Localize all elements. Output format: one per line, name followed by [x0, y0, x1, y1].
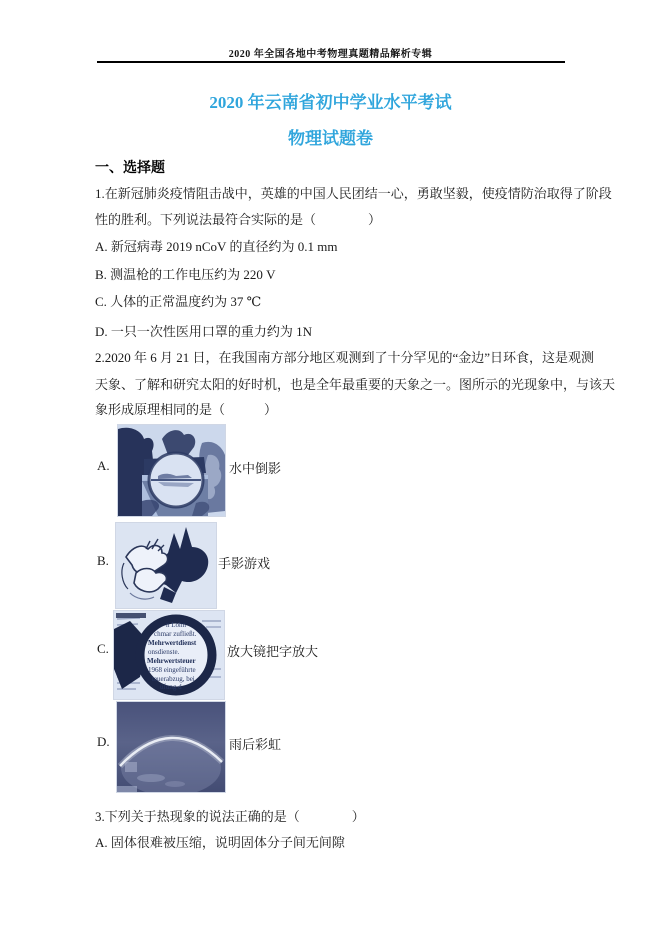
- magnifier-photo: [113, 610, 225, 700]
- bridge-reflection-photo: [117, 424, 226, 517]
- lens-text-line: teuerabzug, bei: [152, 675, 195, 683]
- question-1-line-1: 1.在新冠肺炎疫情阻击战中，英雄的中国人民团结一心，勇敢坚毅，使疫情防治取得了阶段: [95, 186, 612, 201]
- figure-c-caption: 放大镜把字放大: [227, 644, 319, 659]
- figure-a-caption: 水中倒影: [229, 461, 282, 476]
- page-header-text: 2020 年全国各地中考物理真题精品解析专辑: [228, 49, 433, 60]
- question-2-line-3: 象形成原理相同的是（ ）: [95, 402, 278, 417]
- question-3-option-a: A. 固体很难被压缩，说明固体分子间无间隙: [95, 835, 345, 850]
- question-2-line-2: 天象、了解和研究太阳的好时机，也是全年最重要的天象之一。图所示的光现象中，与该天: [95, 377, 616, 392]
- figure-b-label: B.: [97, 553, 109, 568]
- figure-c-image: [113, 610, 225, 700]
- question-1-option-b: B. 测温枪的工作电压约为 220 V: [95, 267, 276, 282]
- figure-a-image: [117, 424, 226, 517]
- figure-b-caption: 手影游戏: [218, 556, 271, 571]
- page-title: 2020 年云南省初中学业水平考试: [209, 93, 452, 112]
- lens-text-line: Mehrwertdienst: [148, 639, 197, 647]
- lens-text-line: 1968 eingeführte: [148, 666, 196, 674]
- question-3-line-1: 3.下列关于热现象的说法正确的是（ ）: [95, 809, 365, 824]
- header-divider: [97, 61, 565, 63]
- figure-b-image: [115, 522, 217, 609]
- hand-shadow-photo: [115, 522, 217, 609]
- lens-text-line: Mehrwertsteuer: [147, 657, 196, 665]
- rainbow-photo: [116, 701, 226, 793]
- question-1-option-c: C. 人体的正常温度约为 37 ℃: [95, 294, 262, 309]
- question-1-option-d: D. 一只一次性医用口罩的重力约为 1N: [95, 324, 313, 339]
- lens-text-line: onsdienste.: [148, 648, 180, 656]
- lens-text-line: chmar zufließt.: [154, 630, 197, 638]
- figure-c-label: C.: [97, 641, 109, 656]
- figure-a-label: A.: [97, 458, 110, 473]
- lens-text-line: üfung d: [160, 683, 182, 691]
- question-1-line-2: 性的胜利。下列说法最符合实际的是（ ）: [95, 212, 382, 227]
- figure-d-caption: 雨后彩虹: [229, 737, 282, 752]
- page-subtitle: 物理试题卷: [288, 129, 373, 148]
- lens-text-line: n Lohn: [166, 621, 187, 629]
- figure-d-image: [116, 701, 226, 793]
- question-1-option-a: A. 新冠病毒 2019 nCoV 的直径约为 0.1 mm: [95, 239, 338, 254]
- section-heading-choice-questions: 一、选择题: [95, 161, 165, 176]
- question-2-line-1: 2.2020 年 6 月 21 日，在我国南方部分地区观测到了十分罕见的“金边”日环食，这是观测: [95, 350, 595, 365]
- figure-d-label: D.: [97, 734, 110, 749]
